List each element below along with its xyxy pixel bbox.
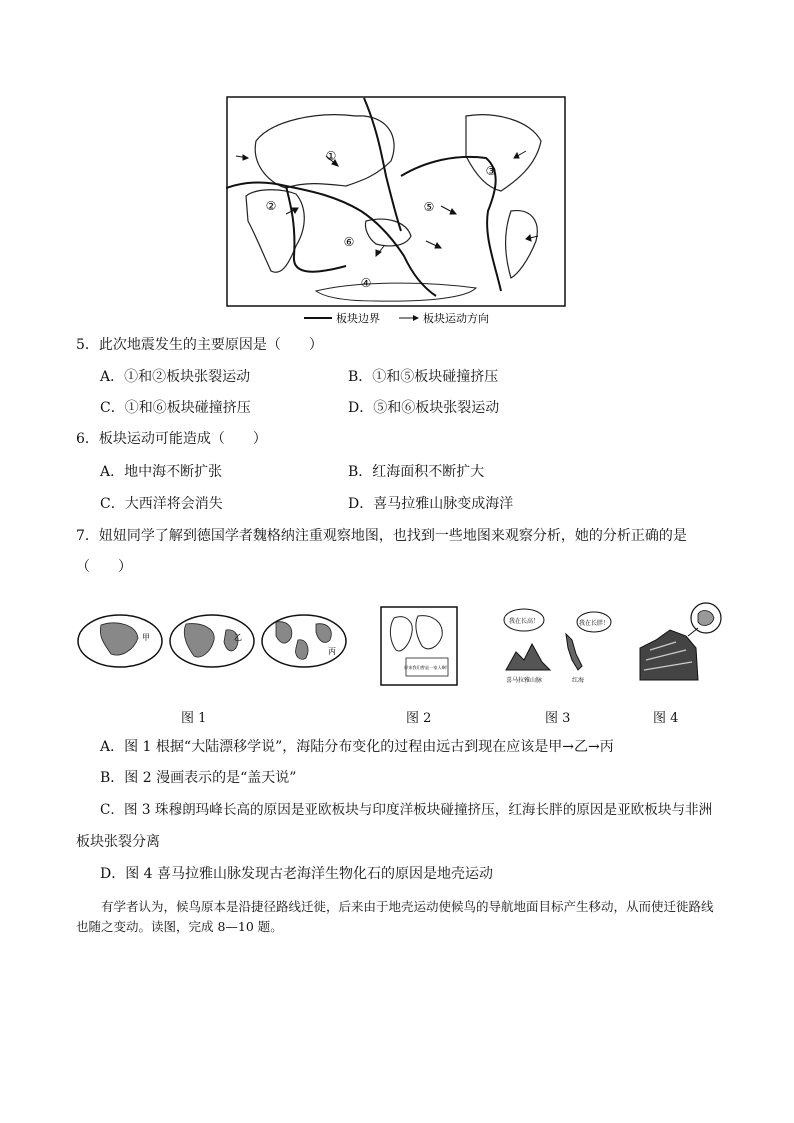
question-7-stem-cont: （ ）: [76, 559, 132, 575]
q6-option-b[interactable]: B．红海面积不断扩大: [348, 464, 485, 480]
q6-option-d[interactable]: D．喜马拉雅山脉变成海洋: [348, 496, 514, 512]
question-7-stem: 7．妞妞同学了解到德国学者魏格纳注重观察地图，也找到一些地图来观察分析，她的分析正确的是: [76, 528, 687, 544]
figure-2: [380, 606, 458, 686]
figure-1: [76, 610, 351, 672]
figure-3: [498, 604, 613, 686]
q6-option-c[interactable]: C．大西洋将会消失: [100, 496, 223, 512]
q7-option-b[interactable]: B．图 2 漫画表示的是“盖天说”: [100, 770, 297, 786]
fig3-speech-right: 我在长胖！: [578, 620, 610, 627]
fig3-label-himalaya: 喜马拉雅山脉: [506, 677, 543, 684]
caption-fig3: 图 3: [545, 711, 571, 726]
q5-option-d[interactable]: D．⑤和⑥板块张裂运动: [348, 400, 500, 416]
plate-label-5: ⑤: [423, 200, 435, 214]
q5-option-c[interactable]: C．①和⑥板块碰撞挤压: [100, 400, 251, 416]
plate-label-6: ⑥: [343, 235, 355, 249]
caption-fig4: 图 4: [653, 711, 679, 726]
fig1-label-jia: 甲: [142, 633, 150, 642]
figure-4: [636, 600, 724, 686]
plate-label-3: ③: [485, 164, 497, 178]
plate-label-4: ④: [360, 276, 372, 290]
legend-boundary: 板块边界: [336, 312, 380, 325]
q7-option-c-cont: 板块张裂分离: [76, 834, 160, 850]
q7-option-d[interactable]: D．图 4 喜马拉雅山脉发现古老海洋生物化石的原因是地壳运动: [100, 866, 494, 882]
fig1-label-yi: 乙: [234, 633, 242, 642]
q5-option-b[interactable]: B．①和⑤板块碰撞挤压: [348, 369, 499, 385]
plate-label-1: ①: [325, 149, 337, 163]
q6-option-a[interactable]: A．地中海不断扩张: [100, 464, 223, 480]
plate-map: [226, 96, 566, 326]
q7-option-a[interactable]: A．图 1 根据“大陆漂移学说”，海陆分布变化的过程由远古到现在应该是甲→乙→丙: [100, 739, 614, 755]
caption-fig2: 图 2: [406, 711, 432, 726]
intro-questions-8-10: 有学者认为，候鸟原本是沿捷径路线迁徙，后来由于地壳运动使候鸟的导航地面目标产生移动，从而使迁徙路线也随之变动。读图，完成 8—10 题。: [76, 899, 714, 934]
fig3-label-redsea: 红海: [572, 677, 585, 684]
fig2-speech: 原来我们曾是一家人啊！: [403, 665, 451, 670]
caption-fig1: 图 1: [181, 711, 207, 726]
question-5-stem: 5．此次地震发生的主要原因是（ ）: [76, 337, 323, 353]
fig3-speech-left: 我在长高！: [508, 618, 540, 625]
legend-direction: 板块运动方向: [423, 312, 489, 325]
q5-option-a[interactable]: A．①和②板块张裂运动: [100, 369, 251, 385]
question-6-stem: 6．板块运动可能造成（ ）: [76, 431, 267, 447]
plate-label-2: ②: [265, 199, 277, 213]
fig1-label-bing: 丙: [328, 647, 336, 656]
q7-option-c[interactable]: C．图 3 珠穆朗玛峰长高的原因是亚欧板块与印度洋板块碰撞挤压，红海长胖的原因是亚欧板块与非洲: [100, 802, 713, 818]
